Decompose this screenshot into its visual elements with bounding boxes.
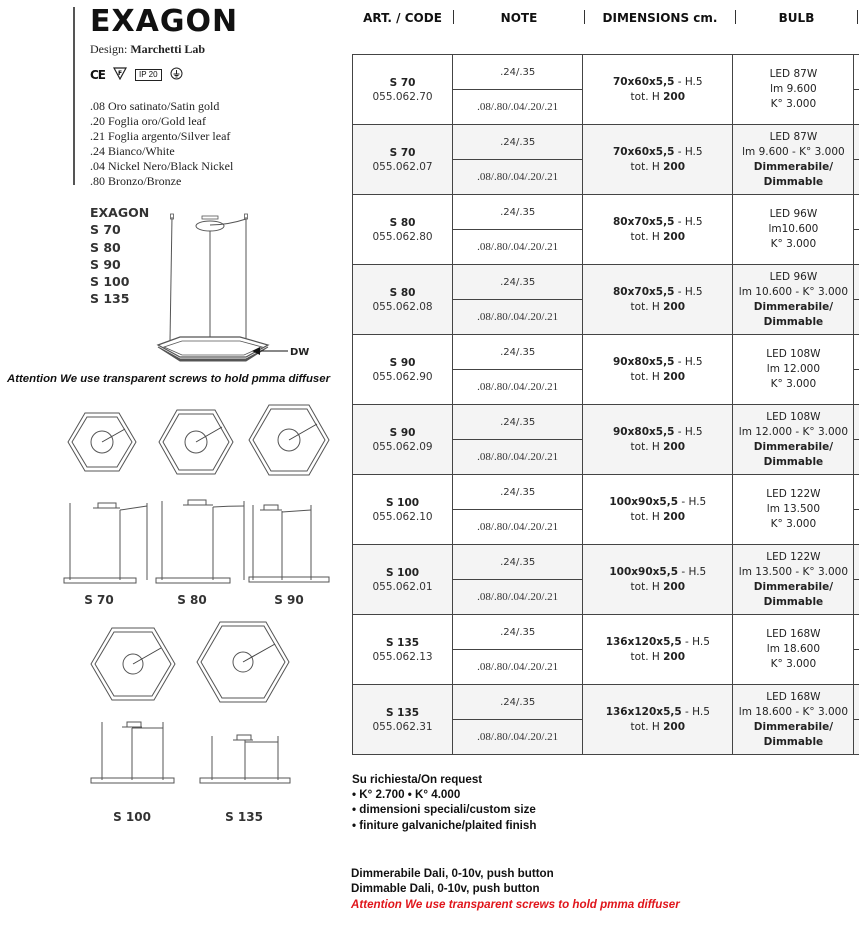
f-mark-icon	[113, 67, 127, 83]
top-view-s70	[68, 413, 136, 471]
code-cell	[353, 125, 453, 195]
bulb-line: LED 108W	[766, 410, 821, 423]
extra-cell	[854, 195, 859, 230]
table-row	[353, 55, 859, 90]
dimensions-total: 200	[663, 90, 686, 103]
bulb-cell	[733, 195, 854, 265]
bulb-line: lm 13.500	[766, 503, 821, 515]
dimensions-total: 200	[663, 230, 686, 243]
ce-mark-icon: CE	[90, 68, 106, 82]
model-name: S 135	[385, 636, 420, 649]
dimensions-total: 200	[663, 720, 686, 733]
note-finish-a: .24/.35	[453, 405, 583, 440]
code-cell	[353, 55, 453, 125]
dimensions-height: H.5	[688, 495, 707, 508]
on-request-title: Su richiesta/On request	[352, 773, 483, 786]
dimensions-cell: 80x70x5,5 - H.5 tot. H 200	[583, 195, 733, 265]
model-name: S 90	[389, 356, 416, 369]
dimensions-main: 90x80x5,5	[613, 425, 675, 438]
ground-symbol-icon	[170, 67, 183, 83]
article-code: 055.062.13	[372, 650, 433, 663]
side-view-s70	[64, 503, 147, 583]
certification-icons	[90, 67, 183, 83]
model-name: S 100	[385, 566, 420, 579]
top-view-s90	[249, 405, 329, 475]
table-row	[353, 475, 859, 510]
note-finish-b: .08/.80/.04/.20/.21	[453, 510, 583, 545]
dimensions-total: 200	[663, 580, 686, 593]
designer-line	[90, 42, 205, 57]
code-cell	[353, 405, 453, 475]
model-size: S 100	[90, 274, 130, 290]
bulb-line: K° 3.000	[770, 658, 817, 670]
finish-item: .80 Bronzo/Bronze	[90, 174, 182, 189]
on-request-item: • dimensioni speciali/custom size	[352, 803, 536, 817]
finish-item: .08 Oro satinato/Satin gold	[90, 99, 220, 113]
note-finish-b: .08/.80/.04/.20/.21	[453, 300, 583, 335]
table-row	[353, 195, 859, 230]
dimensions-total-label: tot. H	[630, 580, 660, 593]
dimensions-height: H.5	[688, 565, 707, 578]
dimming-notes	[351, 866, 680, 912]
extra-cell	[854, 335, 859, 370]
dimensions-cell: 90x80x5,5 - H.5 tot. H 200	[583, 335, 733, 405]
side-view-s100	[91, 722, 174, 783]
extra-cell	[854, 440, 859, 475]
finish-item: .24 Bianco/White	[90, 144, 175, 159]
extra-cell	[854, 475, 859, 510]
extra-cell	[854, 685, 859, 720]
column-header-note: NOTE	[500, 11, 538, 25]
top-view-s100	[91, 628, 175, 700]
bulb-cell	[733, 545, 854, 615]
note-finish-b: .08/.80/.04/.20/.21	[453, 370, 583, 405]
bulb-line: LED 108W	[766, 348, 821, 360]
dimmable-badge: Dimmerabile/ Dimmable	[753, 440, 834, 468]
svg-text:F: F	[118, 70, 123, 77]
extra-cell	[854, 370, 859, 405]
finishes-list	[90, 99, 233, 190]
dimensions-height: H.5	[684, 425, 703, 438]
attention-note-left: Attention We use transparent screws to hold pmma diffuser	[7, 373, 331, 385]
table-row	[353, 125, 859, 160]
dimmable-badge: Dimmerabile/ Dimmable	[753, 580, 834, 608]
dimensions-cell: 136x120x5,5 - H.5 tot. H 200	[583, 615, 733, 685]
finish-item: .20 Foglia oro/Gold leaf	[90, 114, 206, 129]
side-view-s80	[156, 500, 244, 583]
finish-item: .04 Nickel Nero/Black Nickel	[90, 159, 234, 174]
bulb-cell	[733, 685, 854, 755]
model-size: S 70	[90, 222, 121, 238]
bulb-line: K° 3.000	[770, 518, 817, 530]
model-name: S 80	[389, 216, 416, 229]
on-request-item: • finiture galvaniche/plaited finish	[352, 818, 537, 832]
code-cell	[353, 265, 453, 335]
note-finish-b: .08/.80/.04/.20/.21	[453, 650, 583, 685]
article-code: 055.062.08	[372, 300, 433, 313]
model-size: S 90	[90, 256, 121, 272]
side-view-s135	[200, 735, 290, 783]
bulb-cell	[733, 125, 854, 195]
side-view-s90	[249, 505, 329, 582]
article-code: 055.062.01	[372, 580, 433, 593]
note-finish-b: .08/.80/.04/.20/.21	[453, 90, 583, 125]
dimensions-cell: 70x60x5,5 - H.5 tot. H 200	[583, 125, 733, 195]
header-separator	[857, 10, 858, 24]
bulb-line: lm 9.600	[770, 83, 817, 95]
note-finish-a: .24/.35	[453, 545, 583, 580]
column-header-bulb: BULB	[778, 11, 815, 25]
code-cell	[353, 545, 453, 615]
note-finish-a: .24/.35	[453, 195, 583, 230]
extra-cell	[854, 265, 859, 300]
dimensions-total: 200	[663, 370, 686, 383]
code-cell	[353, 475, 453, 545]
bulb-line: LED 96W	[769, 270, 818, 283]
bulb-line: K° 3.000	[770, 378, 817, 390]
designer-name: Marchetti Lab	[130, 42, 206, 56]
extra-cell	[854, 510, 859, 545]
bulb-line: lm 9.600 - K° 3.000	[742, 145, 845, 158]
bulb-cell	[733, 615, 854, 685]
bulb-cell	[733, 55, 854, 125]
model-name: S 100	[385, 496, 420, 509]
bulb-line: LED 122W	[766, 550, 821, 563]
bulb-line: LED 168W	[766, 628, 821, 640]
dimensions-total: 200	[663, 160, 686, 173]
bulb-line: LED 87W	[769, 68, 818, 80]
note-finish-a: .24/.35	[453, 615, 583, 650]
code-cell	[353, 195, 453, 265]
bulb-line: lm 18.600 - K° 3.000	[738, 705, 849, 718]
dimensions-cell: 100x90x5,5 - H.5 tot. H 200	[583, 475, 733, 545]
extra-cell	[854, 125, 859, 160]
drawing-label: S 90	[274, 593, 304, 607]
code-cell	[353, 615, 453, 685]
dimensions-cell: 100x90x5,5 - H.5 tot. H 200	[583, 545, 733, 615]
on-request-block	[352, 772, 536, 833]
model-size: S 80	[90, 239, 121, 255]
column-header-code: ART. / CODE	[363, 11, 442, 25]
dimensions-total: 200	[663, 510, 686, 523]
dimmable-badge: Dimmerabile/ Dimmable	[753, 720, 834, 748]
dimensions-total-label: tot. H	[630, 650, 660, 663]
dimensions-total-label: tot. H	[630, 510, 660, 523]
drawing-label: S 100	[113, 810, 151, 824]
dimensions-total: 200	[663, 650, 686, 663]
table-row	[353, 615, 859, 650]
dimmable-badge: Dimmerabile/ Dimmable	[753, 300, 834, 328]
code-cell	[353, 335, 453, 405]
article-code: 055.062.31	[372, 720, 433, 733]
dimensions-total: 200	[663, 300, 686, 313]
top-view-s135	[197, 622, 289, 702]
dimensions-main: 80x70x5,5	[613, 285, 675, 298]
dw-label: DW	[290, 347, 310, 358]
dimensions-height: H.5	[684, 145, 703, 158]
lamp-perspective-illustration	[150, 205, 290, 365]
extra-cell	[854, 160, 859, 195]
bulb-line: K° 3.000	[770, 238, 817, 250]
dimensions-main: 136x120x5,5	[605, 635, 682, 648]
model-size: S 135	[90, 291, 130, 307]
note-finish-a: .24/.35	[453, 125, 583, 160]
dimensions-height: H.5	[684, 215, 703, 228]
dimensions-main: 70x60x5,5	[613, 145, 675, 158]
article-code: 055.062.07	[372, 160, 433, 173]
note-finish-a: .24/.35	[453, 335, 583, 370]
dimensions-height: H.5	[692, 705, 710, 718]
bulb-cell	[733, 405, 854, 475]
dimensions-total: 200	[663, 440, 686, 453]
drawing-label: S 70	[84, 593, 114, 607]
model-name: S 90	[389, 426, 416, 439]
dw-arrow-icon	[252, 346, 290, 356]
drawing-label: S 80	[177, 593, 207, 607]
bulb-line: lm 12.000 - K° 3.000	[738, 425, 849, 438]
note-finish-a: .24/.35	[453, 685, 583, 720]
dimensions-main: 80x70x5,5	[613, 215, 675, 228]
size-drawings-row2	[80, 618, 310, 803]
extra-cell	[854, 720, 859, 755]
extra-cell	[854, 230, 859, 265]
title-divider	[73, 7, 75, 185]
article-code: 055.062.09	[372, 440, 433, 453]
bulb-cell	[733, 475, 854, 545]
bulb-line: lm 18.600	[766, 643, 821, 655]
article-code: 055.062.10	[372, 510, 433, 523]
article-code: 055.062.70	[372, 90, 433, 103]
extra-cell	[854, 545, 859, 580]
dimming-note-it: Dimmerabile Dali, 0-10v, push button	[351, 867, 554, 880]
drawing-label: S 135	[225, 810, 263, 824]
dimensions-height: H.5	[684, 75, 703, 88]
dimensions-cell: 70x60x5,5 - H.5 tot. H 200	[583, 55, 733, 125]
model-name: S 70	[389, 146, 416, 159]
table-row	[353, 685, 859, 720]
bulb-line: LED 96W	[769, 208, 818, 220]
table-row	[353, 265, 859, 300]
bulb-line: LED 168W	[766, 690, 821, 703]
dimensions-cell: 136x120x5,5 - H.5 tot. H 200	[583, 685, 733, 755]
top-view-s80	[159, 410, 233, 474]
table-row	[353, 545, 859, 580]
bulb-line: LED 87W	[769, 130, 818, 143]
dimensions-total-label: tot. H	[630, 160, 660, 173]
dimensions-height: H.5	[692, 635, 710, 648]
note-finish-a: .24/.35	[453, 475, 583, 510]
bulb-cell	[733, 265, 854, 335]
dimensions-main: 70x60x5,5	[613, 75, 675, 88]
note-finish-b: .08/.80/.04/.20/.21	[453, 160, 583, 195]
models-title: EXAGON	[90, 205, 150, 220]
note-finish-b: .08/.80/.04/.20/.21	[453, 230, 583, 265]
dimensions-cell: 90x80x5,5 - H.5 tot. H 200	[583, 405, 733, 475]
column-header-dimensions: DIMENSIONS cm.	[602, 11, 718, 25]
size-drawings-row1	[60, 400, 345, 600]
dimming-note-en: Dimmable Dali, 0-10v, push button	[351, 882, 540, 896]
dimensions-total-label: tot. H	[630, 370, 660, 383]
product-title: EXAGON	[90, 4, 239, 39]
note-finish-a: .24/.35	[453, 55, 583, 90]
design-label: Design:	[90, 42, 128, 56]
extra-cell	[854, 55, 859, 90]
extra-cell	[854, 650, 859, 685]
attention-note-bottom: Attention We use transparent screws to hold pmma diffuser	[351, 897, 680, 911]
ip-rating-icon: IP 20	[135, 69, 162, 81]
dimensions-total-label: tot. H	[630, 440, 660, 453]
dimensions-cell: 80x70x5,5 - H.5 tot. H 200	[583, 265, 733, 335]
dimensions-total-label: tot. H	[630, 90, 660, 103]
finish-item: .21 Foglia argento/Silver leaf	[90, 129, 231, 144]
note-finish-a: .24/.35	[453, 265, 583, 300]
bulb-line: lm10.600	[768, 223, 819, 235]
dimensions-main: 136x120x5,5	[605, 705, 682, 718]
table-row	[353, 335, 859, 370]
on-request-item: • K° 2.700 • K° 4.000	[352, 788, 461, 802]
bulb-line: lm 10.600 - K° 3.000	[738, 285, 849, 298]
dimensions-height: H.5	[684, 355, 703, 368]
article-code: 055.062.80	[372, 230, 433, 243]
model-name: S 135	[385, 706, 420, 719]
bulb-line: LED 122W	[766, 488, 821, 500]
bulb-cell	[733, 335, 854, 405]
bulb-line: K° 3.000	[770, 98, 817, 110]
extra-cell	[854, 90, 859, 125]
extra-cell	[854, 405, 859, 440]
spec-table	[352, 54, 859, 755]
extra-cell	[854, 580, 859, 615]
code-cell	[353, 685, 453, 755]
dimensions-total-label: tot. H	[630, 300, 660, 313]
dimensions-total-label: tot. H	[630, 230, 660, 243]
bulb-line: lm 12.000	[766, 363, 821, 375]
table-row	[353, 405, 859, 440]
bulb-line: lm 13.500 - K° 3.000	[738, 565, 849, 578]
note-finish-b: .08/.80/.04/.20/.21	[453, 580, 583, 615]
note-finish-b: .08/.80/.04/.20/.21	[453, 720, 583, 755]
dimmable-badge: Dimmerabile/ Dimmable	[753, 160, 834, 188]
dimensions-main: 100x90x5,5	[609, 565, 679, 578]
article-code: 055.062.90	[372, 370, 433, 383]
models-list	[90, 204, 149, 308]
dimensions-total-label: tot. H	[630, 720, 660, 733]
dimensions-main: 90x80x5,5	[613, 355, 675, 368]
extra-cell	[854, 615, 859, 650]
dimensions-height: H.5	[684, 285, 703, 298]
model-name: S 80	[389, 286, 416, 299]
model-name: S 70	[389, 76, 416, 89]
extra-cell	[854, 300, 859, 335]
dimensions-main: 100x90x5,5	[609, 495, 679, 508]
note-finish-b: .08/.80/.04/.20/.21	[453, 440, 583, 475]
